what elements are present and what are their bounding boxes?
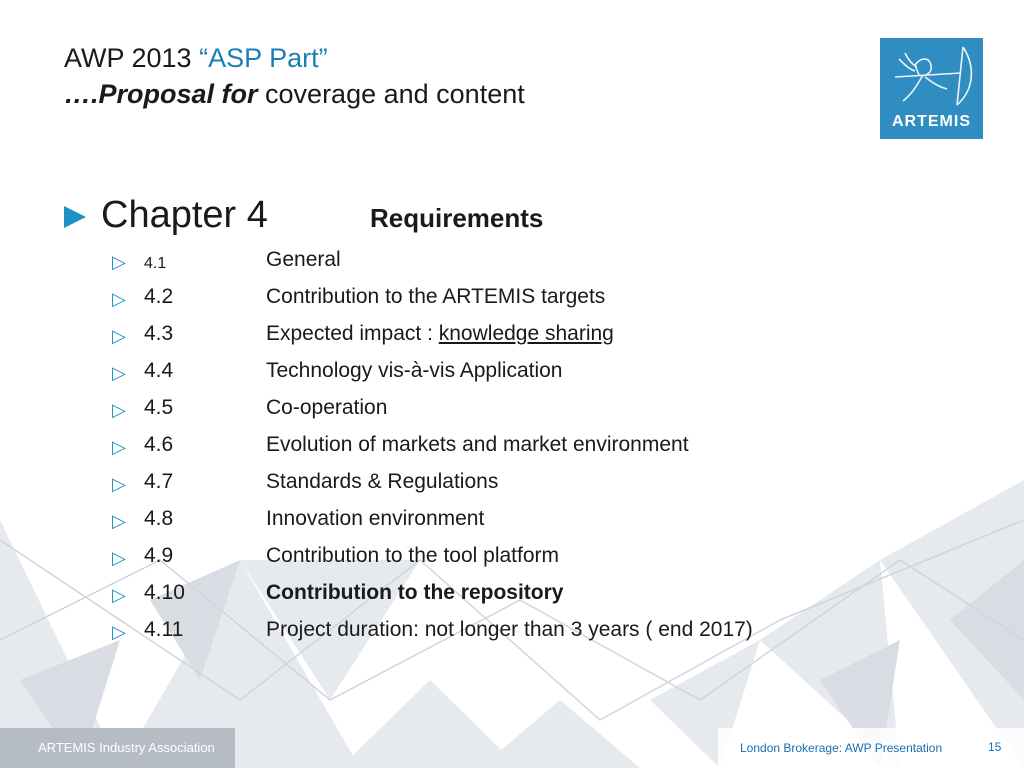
triangle-bullet-icon: ▷: [112, 363, 126, 383]
logo-text: ARTEMIS: [892, 113, 971, 130]
chapter-topic: Requirements: [370, 203, 544, 233]
list-item: [112, 355, 872, 392]
item-number: 4.1: [144, 255, 167, 272]
title-line2: [64, 76, 525, 112]
item-number: 4.4: [144, 359, 174, 382]
item-text: Co-operation: [266, 396, 388, 419]
footer-presentation-title: London Brokerage: AWP Presentation: [740, 741, 943, 755]
list-item: [112, 466, 872, 503]
item-number: 4.10: [144, 581, 185, 604]
list-item: [112, 614, 872, 651]
triangle-bullet-icon: ▷: [112, 289, 126, 309]
list-item: [112, 540, 872, 577]
triangle-bullet-icon: ▷: [112, 326, 126, 346]
item-text: [266, 320, 614, 348]
chapter-label: Chapter 4: [101, 194, 268, 236]
list-item: [112, 244, 872, 281]
list-item: [112, 392, 872, 429]
triangle-bullet-icon: ▷: [112, 548, 126, 568]
title-rest: coverage and content: [257, 79, 525, 109]
item-number: 4.11: [144, 618, 184, 641]
title-proposal: ….Proposal for: [64, 79, 258, 109]
item-number: 4.2: [144, 285, 174, 308]
item-text: Contribution to the ARTEMIS targets: [266, 285, 606, 308]
triangle-bullet-icon: ▷: [112, 437, 126, 457]
triangle-bullet-icon: ▷: [112, 400, 126, 420]
list-item: [112, 281, 872, 318]
item-number: 4.8: [144, 507, 174, 530]
item-text-prefix: Expected impact :: [266, 322, 439, 345]
triangle-bullet-icon: ▷: [112, 622, 126, 642]
list-item: [112, 503, 872, 540]
play-arrow-icon: [64, 206, 86, 228]
page-number: 15: [988, 740, 1002, 754]
title-prefix: AWP 2013: [64, 43, 200, 73]
list-item: [112, 318, 872, 355]
item-number: 4.5: [144, 396, 174, 419]
list-item: [112, 429, 872, 466]
item-number: 4.9: [144, 544, 174, 567]
triangle-bullet-icon: ▷: [112, 474, 126, 494]
footer-organization: ARTEMIS Industry Association: [38, 740, 215, 755]
item-text: General: [266, 248, 341, 271]
knowledge-sharing-text: knowledge sharing: [438, 322, 614, 345]
triangle-bullet-icon: ▷: [112, 511, 126, 531]
item-text: Innovation environment: [266, 507, 485, 530]
item-number: 4.7: [144, 470, 174, 493]
item-text: Technology vis-à-vis Application: [266, 359, 563, 382]
item-number: 4.6: [144, 433, 174, 456]
item-text: Standards & Regulations: [266, 470, 499, 493]
item-text: Contribution to the repository: [266, 581, 564, 604]
item-text: Project duration: not longer than 3 years ( end 2017): [266, 618, 753, 641]
triangle-bullet-icon: ▷: [112, 252, 126, 272]
triangle-bullet-icon: ▷: [112, 585, 126, 605]
title-accent: “ASP Part”: [199, 43, 328, 73]
slide-title: [64, 40, 525, 112]
artemis-logo: [880, 38, 983, 139]
item-number: 4.3: [144, 322, 174, 345]
item-text: Contribution to the tool platform: [266, 544, 559, 567]
item-text: Evolution of markets and market environment: [266, 433, 689, 456]
list-item: [112, 577, 872, 614]
